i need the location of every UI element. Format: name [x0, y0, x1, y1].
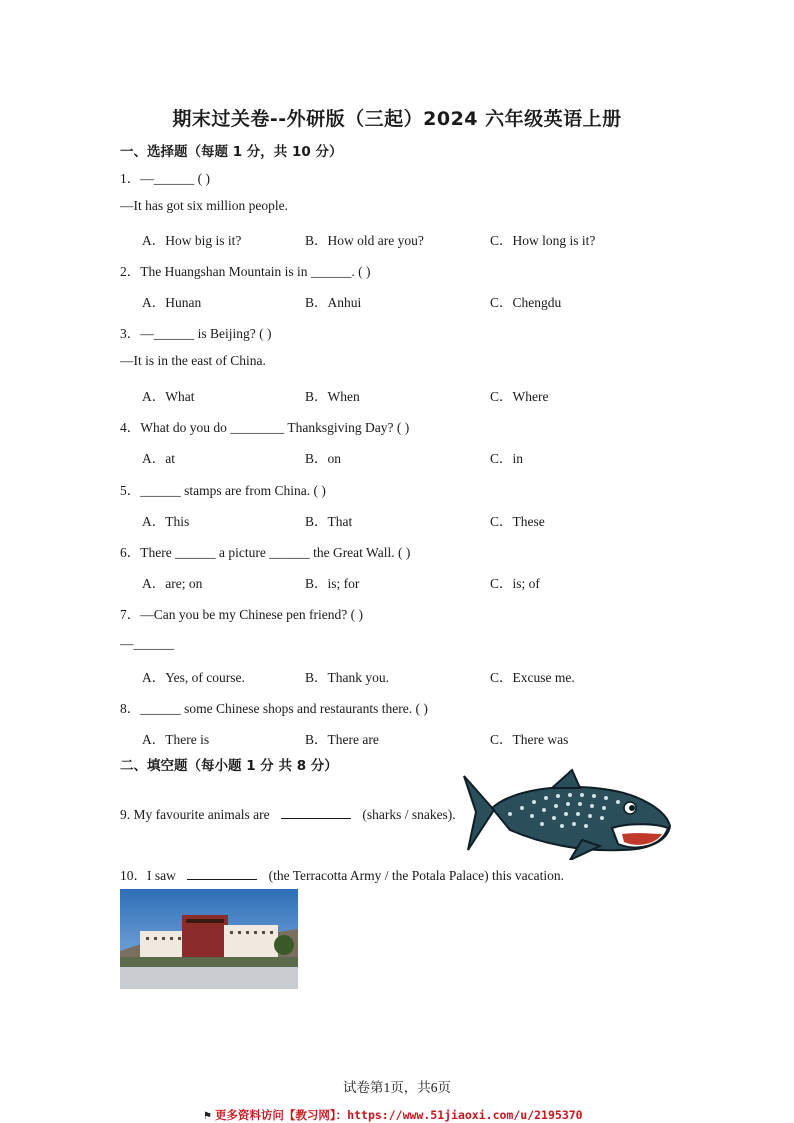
- question-7-options: [142, 666, 702, 686]
- option-b[interactable]: B．is; for: [305, 576, 360, 591]
- question-2-options: [142, 291, 702, 311]
- option-c[interactable]: C．Excuse me.: [490, 670, 575, 685]
- option-c[interactable]: C．Chengdu: [490, 295, 562, 310]
- section-heading-fill-in: 二、填空题（每小题 1 分 共 8 分）: [120, 758, 338, 774]
- question-6-stem: 6．There ______ a picture ______ the Great Wall. ( ): [120, 545, 411, 560]
- question-3-reply: —It is in the east of China.: [120, 353, 266, 368]
- potala-palace-photo: [120, 889, 298, 989]
- question-8-stem: 8．______ some Chinese shops and restaurants there. ( ): [120, 701, 428, 716]
- answer-blank[interactable]: [187, 867, 257, 880]
- question-9: [120, 806, 456, 823]
- question-5-stem: 5．______ stamps are from China. ( ): [120, 483, 326, 498]
- option-c[interactable]: C．These: [490, 514, 545, 529]
- option-b[interactable]: B．on: [305, 451, 342, 466]
- question-5-options: [142, 510, 702, 530]
- question-1-stem: 1．—______ ( ): [120, 171, 210, 186]
- question-9-prefix: 9. My favourite animals are: [120, 807, 270, 822]
- option-c[interactable]: C．How long is it?: [490, 233, 596, 248]
- answer-blank[interactable]: [281, 806, 351, 819]
- option-a[interactable]: A．Yes, of course.: [142, 670, 245, 685]
- option-b[interactable]: B．That: [305, 514, 353, 529]
- option-a[interactable]: A．What: [142, 389, 195, 404]
- question-1-reply: —It has got six million people.: [120, 198, 288, 213]
- page-title: 期末过关卷--外研版（三起）2024 六年级英语上册: [172, 108, 622, 130]
- promo-text[interactable]: 更多资料访问【教习网】：https://www.51jiaoxi.com/u/2195370: [214, 1108, 583, 1122]
- option-a[interactable]: A．There is: [142, 732, 210, 747]
- question-3-options: [142, 385, 702, 405]
- question-8-options: [142, 728, 702, 748]
- question-10-suffix: (the Terracotta Army / the Potala Palace) this vacation.: [268, 868, 564, 883]
- question-1-options: [142, 229, 702, 249]
- question-4-stem: 4．What do you do ________ Thanksgiving Day? ( ): [120, 420, 410, 435]
- shark-illustration: [462, 768, 676, 860]
- option-a[interactable]: A．Hunan: [142, 295, 202, 310]
- section-heading-choice: 一、选择题（每题 1 分，共 10 分）: [120, 144, 343, 160]
- question-7-reply: —______: [120, 636, 174, 651]
- option-a[interactable]: A．How big is it?: [142, 233, 242, 248]
- question-6-options: [142, 572, 702, 592]
- question-3-stem: 3．—______ is Beijing? ( ): [120, 326, 272, 341]
- flag-icon: ⚑: [204, 1108, 211, 1122]
- question-4-options: [142, 447, 702, 467]
- question-10: [120, 864, 564, 884]
- question-10-prefix: 10．I saw: [120, 868, 176, 883]
- page-footer: 试卷第1页，共6页: [343, 1080, 451, 1095]
- option-a[interactable]: A．at: [142, 451, 175, 466]
- option-c[interactable]: C．There was: [490, 732, 569, 747]
- option-b[interactable]: B．How old are you?: [305, 233, 424, 248]
- option-c[interactable]: C．Where: [490, 389, 549, 404]
- promo-link[interactable]: [204, 1107, 583, 1123]
- option-b[interactable]: B．When: [305, 389, 360, 404]
- option-a[interactable]: A．This: [142, 514, 190, 529]
- option-c[interactable]: C．in: [490, 451, 524, 466]
- option-b[interactable]: B．Anhui: [305, 295, 362, 310]
- question-9-suffix: (sharks / snakes).: [362, 807, 456, 822]
- option-c[interactable]: C．is; of: [490, 576, 540, 591]
- option-b[interactable]: B．Thank you.: [305, 670, 389, 685]
- question-7-stem: 7．—Can you be my Chinese pen friend? ( ): [120, 607, 363, 622]
- question-2-stem: 2．The Huangshan Mountain is in ______. ( ): [120, 264, 371, 279]
- option-a[interactable]: A．are; on: [142, 576, 203, 591]
- option-b[interactable]: B．There are: [305, 732, 379, 747]
